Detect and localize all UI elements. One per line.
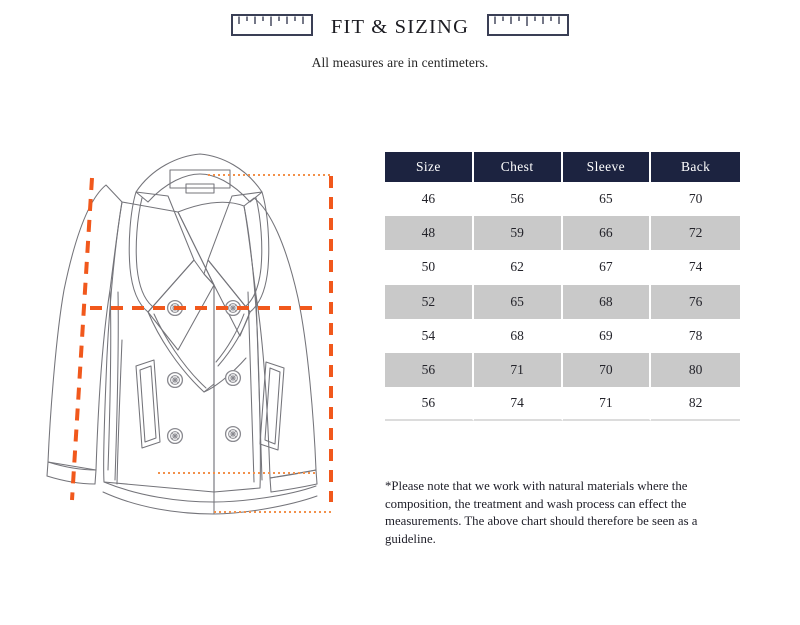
- button: [226, 371, 241, 386]
- cell-size: 52: [385, 285, 474, 319]
- table-header-row: [385, 152, 740, 182]
- table-row: [385, 387, 740, 421]
- column-header-sleeve: Sleeve: [563, 152, 652, 182]
- table-row: [385, 285, 740, 319]
- cell-sleeve: 71: [563, 387, 652, 421]
- table-row: [385, 250, 740, 284]
- button: [168, 373, 183, 388]
- right-lapel-break: [218, 312, 250, 366]
- cell-size: 56: [385, 353, 474, 387]
- hem-lower: [103, 492, 317, 514]
- ruler-icon: [231, 14, 313, 41]
- cell-back: 76: [651, 285, 740, 319]
- right-sleeve: [244, 198, 316, 478]
- cell-chest: 56: [474, 182, 563, 216]
- button: [226, 427, 241, 442]
- cell-chest: 59: [474, 216, 563, 250]
- size-chart-container: [385, 152, 740, 421]
- cell-sleeve: 69: [563, 319, 652, 353]
- cell-chest: 71: [474, 353, 563, 387]
- cell-back: 74: [651, 250, 740, 284]
- right-side-seam-inner: [248, 292, 254, 482]
- sleeve-length-guide: [72, 178, 92, 500]
- right-cuff-edge2: [316, 470, 317, 484]
- cell-size: 50: [385, 250, 474, 284]
- right-lapel-notch: [204, 260, 250, 336]
- button-group: [168, 301, 241, 444]
- column-header-size: Size: [385, 152, 474, 182]
- right-cuff-edge: [270, 478, 271, 492]
- left-welt-pocket-inner: [140, 366, 156, 442]
- right-collar-inner: [246, 198, 262, 306]
- right-body-panel: [178, 202, 260, 492]
- table-row: [385, 182, 740, 216]
- right-collar-leaf: [208, 192, 269, 312]
- cell-back: 82: [651, 387, 740, 421]
- right-welt-pocket: [260, 362, 284, 450]
- cell-size: 48: [385, 216, 474, 250]
- peacoat-illustration: [18, 140, 368, 540]
- cell-back: 72: [651, 216, 740, 250]
- cell-size: 54: [385, 319, 474, 353]
- cell-sleeve: 67: [563, 250, 652, 284]
- cell-back: 70: [651, 182, 740, 216]
- cell-back: 80: [651, 353, 740, 387]
- left-cuff-edge: [95, 470, 96, 484]
- cell-chest: 62: [474, 250, 563, 284]
- right-lapel-break-inner: [216, 314, 244, 362]
- page-title: FIT & SIZING: [330, 16, 470, 38]
- cell-sleeve: 70: [563, 353, 652, 387]
- page-header: [0, 14, 800, 71]
- table-row: [385, 216, 740, 250]
- footnote-text: *Please note that we work with natural materials where the composition, the treatment and wash process can effect the measurements. The above chart should therefore be seen as a guideline.: [385, 479, 698, 546]
- cell-sleeve: 66: [563, 216, 652, 250]
- left-sleeve-cuff-bottom: [47, 476, 95, 484]
- left-body-panel: [104, 202, 214, 492]
- table-row: [385, 353, 740, 387]
- ruler-icon: [487, 14, 569, 41]
- table-row: [385, 319, 740, 353]
- cell-chest: 74: [474, 387, 563, 421]
- page-subtitle: All measures are in centimeters.: [311, 55, 489, 70]
- cell-sleeve: 65: [563, 182, 652, 216]
- cell-chest: 68: [474, 319, 563, 353]
- cell-size: 46: [385, 182, 474, 216]
- cell-sleeve: 68: [563, 285, 652, 319]
- button: [168, 429, 183, 444]
- left-cuff-edge2: [47, 462, 48, 476]
- left-welt-pocket: [136, 360, 160, 448]
- cell-back: 78: [651, 319, 740, 353]
- title-row: [231, 14, 569, 41]
- column-header-back: Back: [651, 152, 740, 182]
- cell-size: 56: [385, 387, 474, 421]
- right-welt-pocket-inner: [265, 368, 280, 444]
- column-header-chest: Chest: [474, 152, 563, 182]
- left-collar-inner: [136, 198, 152, 306]
- size-chart-table: [385, 152, 740, 421]
- cell-chest: 65: [474, 285, 563, 319]
